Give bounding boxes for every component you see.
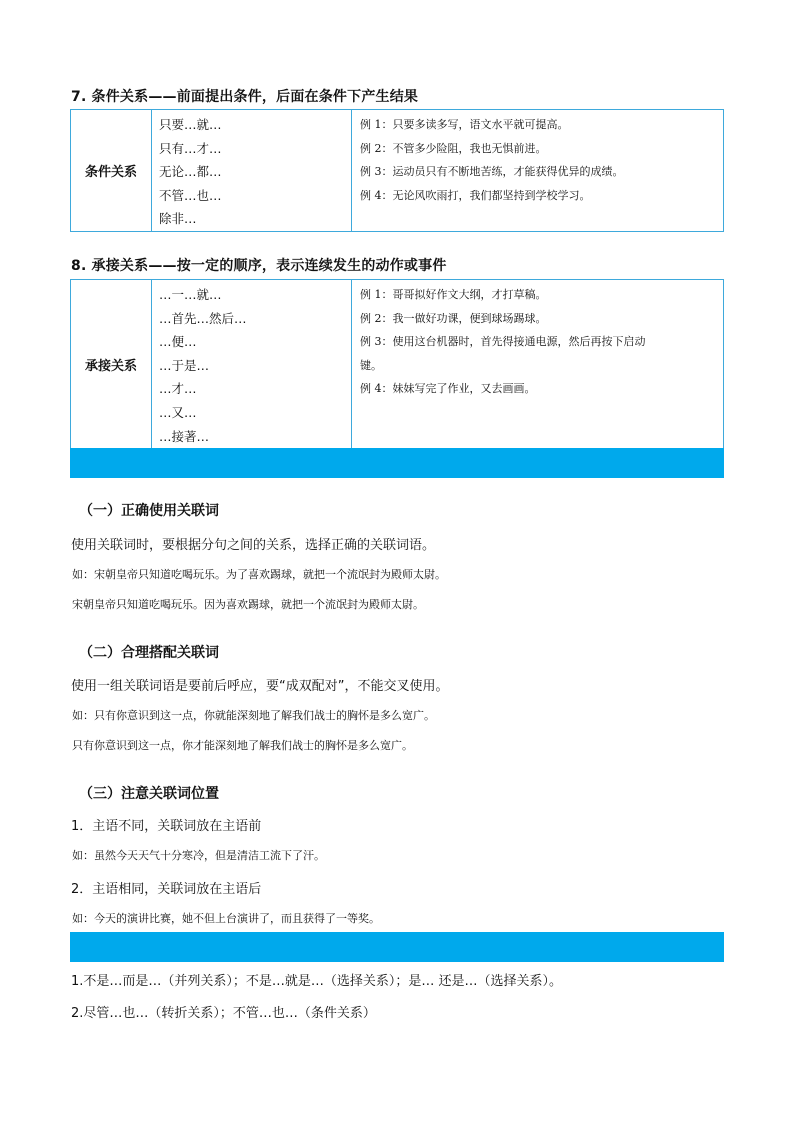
sequence-example: 例 3：使用这台机器时，首先得接通电源，然后再按下启动 — [360, 335, 646, 349]
part-1-example-1: 如：宋朝皇帝只知道吃喝玩乐。为了喜欢踢球，就把一个流氓封为殿师太尉。 — [72, 568, 446, 581]
condition-word: 无论…都… — [159, 164, 222, 180]
part-3-point-1: 1．主语不同，关联词放在主语前 — [71, 819, 262, 834]
condition-relation-name: 条件关系 — [71, 110, 152, 232]
condition-words-cell — [152, 110, 352, 232]
part-2-title: （二）合理搭配关联词 — [79, 645, 219, 661]
part-1-example-2: 宋朝皇帝只知道吃喝玩乐。因为喜欢踢球，就把一个流氓封为殿师太尉。 — [72, 598, 424, 611]
sequence-word: …首先…然后… — [159, 310, 247, 326]
answer-line-2: 2.尽管…也…（转折关系）；不管…也…（条件关系） — [71, 1006, 376, 1021]
answer-divider-bar — [70, 932, 724, 962]
condition-word: 除非… — [159, 211, 197, 227]
section-7-title: 7. 条件关系——前面提出条件，后面在条件下产生结果 — [71, 89, 419, 105]
sequence-example: 键。 — [360, 358, 382, 372]
sequence-examples-cell — [352, 280, 724, 449]
condition-word: 只要…就… — [159, 117, 222, 132]
sequence-words-cell — [152, 280, 352, 449]
part-2-example-1: 如：只有你意识到这一点，你就能深刻地了解我们战士的胸怀是多么宽广。 — [72, 709, 435, 722]
sequence-word: …接著… — [159, 428, 210, 444]
sequence-word: …于是… — [159, 357, 210, 373]
sequence-relation-table — [70, 279, 724, 449]
part-3-point-2: 2．主语相同，关联词放在主语后 — [71, 882, 262, 897]
sequence-relation-name: 承接关系 — [71, 280, 152, 449]
condition-example: 例 4：无论风吹雨打，我们都坚持到学校学习。 — [360, 188, 591, 202]
condition-examples-cell — [352, 110, 724, 232]
sequence-word: …又… — [159, 404, 197, 420]
sequence-word: …一…就… — [159, 287, 222, 302]
condition-example: 例 1：只要多读多写，语文水平就可提高。 — [360, 118, 569, 131]
sequence-word: …便… — [159, 334, 197, 350]
condition-example: 例 3：运动员只有不断地苦练，才能获得优异的成绩。 — [360, 165, 624, 179]
part-3-example-1: 如：虽然今天天气十分寒冷，但是清洁工流下了汗。 — [72, 849, 325, 862]
answer-line-1: 1.不是…而是…（并列关系）；不是…就是…（选择关系）；是… 还是…（选择关系）。 — [71, 974, 563, 989]
condition-word: 只有…才… — [159, 140, 222, 156]
section-8-title: 8. 承接关系——按一定的顺序，表示连续发生的动作或事件 — [71, 258, 447, 274]
part-3-title: （三）注意关联词位置 — [79, 786, 219, 802]
section-divider-bar — [70, 448, 724, 478]
condition-example: 例 2：不管多少险阻，我也无惧前进。 — [360, 141, 547, 155]
part-2-text: 使用一组关联词语是要前后呼应，要“成双配对”，不能交叉使用。 — [71, 679, 449, 694]
part-1-title: （一）正确使用关联词 — [79, 503, 219, 519]
part-2-example-2: 只有你意识到这一点，你才能深刻地了解我们战士的胸怀是多么宽广。 — [72, 739, 413, 752]
sequence-example: 例 4：妹妹写完了作业，又去画画。 — [360, 382, 536, 396]
sequence-example: 例 2：我一做好功课，便到球场踢球。 — [360, 311, 547, 325]
sequence-example: 例 1：哥哥拟好作文大纲，才打草稿。 — [360, 288, 547, 301]
condition-relation-table — [70, 109, 724, 232]
condition-word: 不管…也… — [159, 187, 222, 203]
part-3-example-2: 如：今天的演讲比赛，她不但上台演讲了，而且获得了一等奖。 — [72, 912, 380, 925]
sequence-word: …才… — [159, 381, 197, 397]
part-1-text: 使用关联词时，要根据分句之间的关系，选择正确的关联词语。 — [71, 538, 436, 553]
